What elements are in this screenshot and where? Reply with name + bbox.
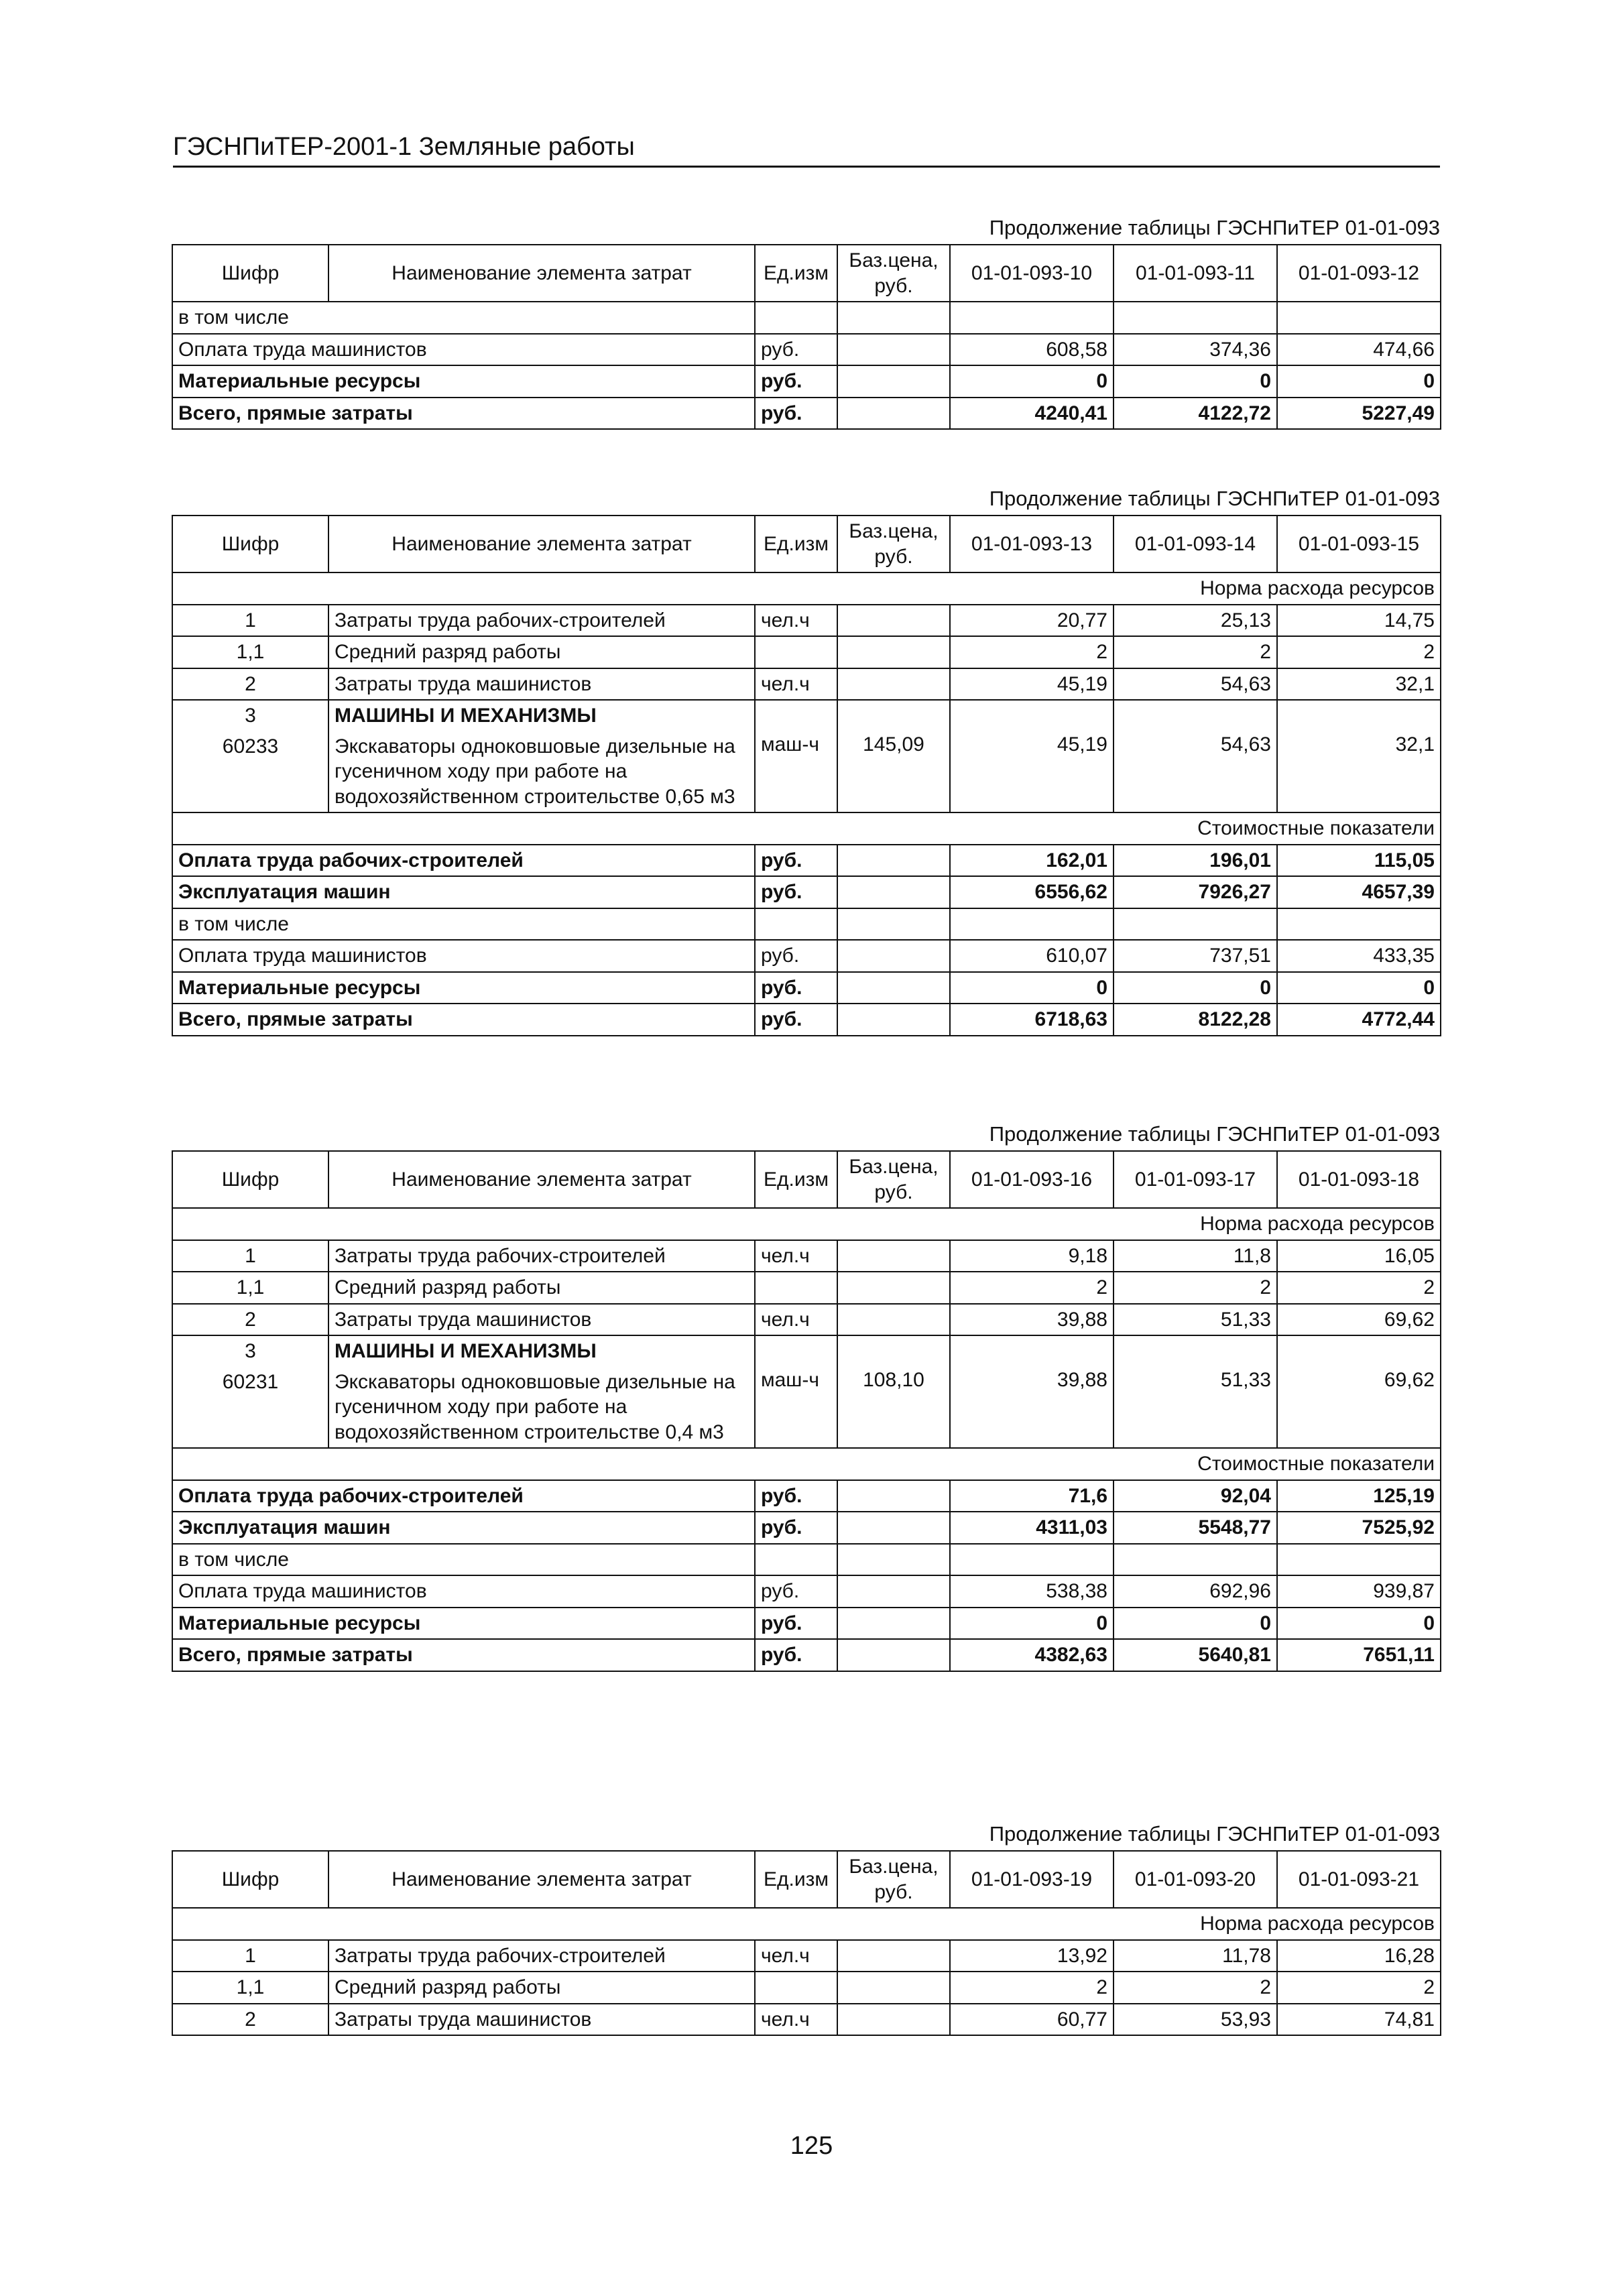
- row-value: 14,75: [1277, 605, 1441, 637]
- row-value: 54,63: [1114, 700, 1277, 812]
- col-header-code-3: 01-01-093-18: [1277, 1151, 1441, 1208]
- cost-unit: руб.: [755, 398, 837, 430]
- machines-title: МАШИНЫ И МЕХАНИЗМЫ: [335, 705, 597, 727]
- row-value: 2: [950, 1972, 1114, 2004]
- row-price: [837, 1972, 950, 2004]
- row-price: [837, 1240, 950, 1272]
- col-header-code: Шифр: [172, 1151, 328, 1208]
- cost-value: 6718,63: [950, 1004, 1114, 1036]
- cost-row: [172, 908, 1441, 941]
- cost-value: 71,6: [950, 1480, 1114, 1512]
- cost-value: [1114, 908, 1277, 941]
- cost-row: [172, 1639, 1441, 1671]
- resource-row: [172, 1240, 1441, 1272]
- col-header-price: Баз.цена, руб.: [837, 245, 950, 302]
- cost-label: Оплата труда рабочих-строителей: [172, 1480, 755, 1512]
- cost-value: 5227,49: [1277, 398, 1441, 430]
- row-value: 54,63: [1114, 668, 1277, 701]
- machines-section-row: [172, 1335, 1441, 1448]
- cost-value: 162,01: [950, 845, 1114, 877]
- row-value: 11,78: [1114, 1940, 1277, 1972]
- table-caption: Продолжение таблицы ГЭСНПиТЕР 01-01-093: [989, 216, 1440, 239]
- row-code: 1: [172, 1240, 328, 1272]
- row-name: Затраты труда рабочих-строителей: [328, 1240, 755, 1272]
- resource-row: [172, 1304, 1441, 1336]
- cost-unit: руб.: [755, 365, 837, 398]
- row-code: 2: [172, 2004, 328, 2036]
- cost-unit: [755, 908, 837, 941]
- row-value: 39,88: [950, 1304, 1114, 1336]
- resource-row: [172, 605, 1441, 637]
- row-value: 16,05: [1277, 1240, 1441, 1272]
- cost-value: 0: [950, 972, 1114, 1004]
- row-code: 1: [172, 605, 328, 637]
- cost-value: 4657,39: [1277, 876, 1441, 908]
- row-code: 2: [172, 1304, 328, 1336]
- machines-title: МАШИНЫ И МЕХАНИЗМЫ: [335, 1340, 597, 1362]
- cost-value: [950, 1544, 1114, 1576]
- row-value: 45,19: [950, 668, 1114, 701]
- cost-row: [172, 1512, 1441, 1544]
- cost-row: [172, 1544, 1441, 1576]
- cost-label: в том числе: [172, 908, 755, 941]
- table-caption: Продолжение таблицы ГЭСНПиТЕР 01-01-093: [989, 1122, 1440, 1146]
- machines-code: 3: [245, 1340, 256, 1362]
- cost-value: 939,87: [1277, 1575, 1441, 1608]
- row-name: Затраты труда рабочих-строителей: [328, 605, 755, 637]
- row-unit: чел.ч: [755, 1240, 837, 1272]
- col-header-code-1: 01-01-093-16: [950, 1151, 1114, 1208]
- row-price: [837, 1304, 950, 1336]
- cost-value: 538,38: [950, 1575, 1114, 1608]
- cost-value: 4122,72: [1114, 398, 1277, 430]
- col-header-code-3: 01-01-093-21: [1277, 1851, 1441, 1908]
- machines-code: 3: [245, 705, 256, 727]
- cost-row: [172, 1608, 1441, 1640]
- row-name: Затраты труда машинистов: [328, 668, 755, 701]
- cost-value: 5548,77: [1114, 1512, 1277, 1544]
- row-value: 25,13: [1114, 605, 1277, 637]
- row-value: 13,92: [950, 1940, 1114, 1972]
- col-header-code-1: 01-01-093-10: [950, 245, 1114, 302]
- cost-unit: руб.: [755, 876, 837, 908]
- row-name: Затраты труда рабочих-строителей: [328, 1940, 755, 1972]
- col-header-price: Баз.цена, руб.: [837, 1151, 950, 1208]
- cost-value: [1114, 302, 1277, 334]
- row-price: [837, 1940, 950, 1972]
- cost-row: [172, 334, 1441, 366]
- col-header-code: Шифр: [172, 245, 328, 302]
- cost-unit: руб.: [755, 845, 837, 877]
- cost-unit: руб.: [755, 1004, 837, 1036]
- row-code: [172, 1335, 328, 1448]
- machine-name: Экскаваторы одноковшовые дизельные на гусеничном ходу при работе на водохозяйственном строительстве 0,4 м3: [335, 1370, 735, 1443]
- row-unit: чел.ч: [755, 2004, 837, 2036]
- cost-label: Оплата труда машинистов: [172, 1575, 755, 1608]
- table-caption: Продолжение таблицы ГЭСНПиТЕР 01-01-093: [989, 487, 1440, 510]
- col-header-name: Наименование элемента затрат: [328, 245, 755, 302]
- row-unit: чел.ч: [755, 1304, 837, 1336]
- cost-value: [950, 908, 1114, 941]
- cost-value: 737,51: [1114, 940, 1277, 972]
- row-unit: [755, 636, 837, 668]
- header-row: [172, 1151, 1441, 1208]
- row-value: 2: [950, 636, 1114, 668]
- row-value: 2: [1114, 636, 1277, 668]
- cost-value: 692,96: [1114, 1575, 1277, 1608]
- cost-row: [172, 972, 1441, 1004]
- col-header-code-3: 01-01-093-12: [1277, 245, 1441, 302]
- cost-value: 610,07: [950, 940, 1114, 972]
- cost-value: 8122,28: [1114, 1004, 1277, 1036]
- col-header-unit: Ед.изм: [755, 1851, 837, 1908]
- col-header-code-2: 01-01-093-14: [1114, 516, 1277, 572]
- header-row: [172, 1851, 1441, 1908]
- col-header-code-1: 01-01-093-13: [950, 516, 1114, 572]
- row-value: 32,1: [1277, 700, 1441, 812]
- col-header-name: Наименование элемента затрат: [328, 1151, 755, 1208]
- cost-label: в том числе: [172, 1544, 755, 1576]
- cost-value: [1277, 302, 1441, 334]
- row-name: [328, 700, 755, 812]
- row-value: 20,77: [950, 605, 1114, 637]
- row-value: 2: [1277, 1972, 1441, 2004]
- cost-row: [172, 1480, 1441, 1512]
- row-name: Затраты труда машинистов: [328, 1304, 755, 1336]
- row-value: 9,18: [950, 1240, 1114, 1272]
- row-price: [837, 668, 950, 701]
- cost-value: 115,05: [1277, 845, 1441, 877]
- col-header-price: Баз.цена, руб.: [837, 516, 950, 572]
- row-value: 69,62: [1277, 1335, 1441, 1448]
- col-header-code-3: 01-01-093-15: [1277, 516, 1441, 572]
- cost-value: 0: [950, 1608, 1114, 1640]
- norms-table-4: [172, 1850, 1441, 2036]
- row-name: Средний разряд работы: [328, 636, 755, 668]
- row-unit: чел.ч: [755, 668, 837, 701]
- row-name: [328, 1335, 755, 1448]
- cost-value: 6556,62: [950, 876, 1114, 908]
- resource-row: [172, 668, 1441, 701]
- cost-label: Всего, прямые затраты: [172, 1639, 755, 1671]
- row-value: 2: [1277, 636, 1441, 668]
- row-value: 16,28: [1277, 1940, 1441, 1972]
- cost-value: 4772,44: [1277, 1004, 1441, 1036]
- row-unit: [755, 1272, 837, 1304]
- cost-unit: руб.: [755, 1480, 837, 1512]
- machine-unit: маш-ч: [755, 700, 837, 812]
- cost-value: 0: [1114, 1608, 1277, 1640]
- cost-value: [1277, 908, 1441, 941]
- row-code: [172, 700, 328, 812]
- cost-value: 92,04: [1114, 1480, 1277, 1512]
- cost-row: [172, 845, 1441, 877]
- cost-value: 7926,27: [1114, 876, 1277, 908]
- cost-value: 608,58: [950, 334, 1114, 366]
- resource-row: [172, 1940, 1441, 1972]
- cost-row: [172, 398, 1441, 430]
- machine-name: Экскаваторы одноковшовые дизельные на гусеничном ходу при работе на водохозяйственном строительстве 0,65 м3: [335, 735, 735, 808]
- cost-unit: руб.: [755, 1512, 837, 1544]
- cost-value: 196,01: [1114, 845, 1277, 877]
- cost-value: 0: [950, 365, 1114, 398]
- row-name: Затраты труда машинистов: [328, 2004, 755, 2036]
- col-header-price: Баз.цена, руб.: [837, 1851, 950, 1908]
- section-norm-label: Норма расхода ресурсов: [172, 1208, 1441, 1240]
- section-norm-label: Норма расхода ресурсов: [172, 1908, 1441, 1940]
- row-value: 60,77: [950, 2004, 1114, 2036]
- header-row: [172, 245, 1441, 302]
- cost-value: 7525,92: [1277, 1512, 1441, 1544]
- cost-value: [1114, 1544, 1277, 1576]
- cost-value: [1277, 1544, 1441, 1576]
- row-unit: [755, 1972, 837, 2004]
- row-price: [837, 2004, 950, 2036]
- section-cost-label: Стоимостные показатели: [172, 1448, 1441, 1480]
- table-caption: Продолжение таблицы ГЭСНПиТЕР 01-01-093: [989, 1822, 1440, 1846]
- cost-label: Материальные ресурсы: [172, 365, 755, 398]
- col-header-code-2: 01-01-093-17: [1114, 1151, 1277, 1208]
- col-header-unit: Ед.изм: [755, 516, 837, 572]
- cost-row: [172, 365, 1441, 398]
- row-code: 2: [172, 668, 328, 701]
- row-value: 39,88: [950, 1335, 1114, 1448]
- section-norm-label: Норма расхода ресурсов: [172, 572, 1441, 605]
- row-price: [837, 1272, 950, 1304]
- page-header: ГЭСНПиТЕР-2001-1 Земляные работы: [173, 133, 1440, 168]
- col-header-code: Шифр: [172, 1851, 328, 1908]
- col-header-unit: Ед.изм: [755, 1151, 837, 1208]
- cost-value: 433,35: [1277, 940, 1441, 972]
- row-code: 1,1: [172, 1972, 328, 2004]
- row-value: 53,93: [1114, 2004, 1277, 2036]
- cost-label: Оплата труда машинистов: [172, 940, 755, 972]
- cost-value: 0: [1277, 972, 1441, 1004]
- col-header-code-2: 01-01-093-11: [1114, 245, 1277, 302]
- row-value: 32,1: [1277, 668, 1441, 701]
- row-value: 2: [1114, 1972, 1277, 2004]
- row-name: Средний разряд работы: [328, 1972, 755, 2004]
- row-value: 74,81: [1277, 2004, 1441, 2036]
- row-value: 2: [1277, 1272, 1441, 1304]
- row-value: 2: [1114, 1272, 1277, 1304]
- cost-row: [172, 940, 1441, 972]
- cost-label: Эксплуатация машин: [172, 1512, 755, 1544]
- header-row: [172, 516, 1441, 572]
- resource-row: [172, 1272, 1441, 1304]
- cost-row: [172, 876, 1441, 908]
- cost-value: [950, 302, 1114, 334]
- row-unit: чел.ч: [755, 1940, 837, 1972]
- row-value: 51,33: [1114, 1304, 1277, 1336]
- cost-value: 0: [1277, 365, 1441, 398]
- cost-unit: [755, 1544, 837, 1576]
- col-header-name: Наименование элемента затрат: [328, 1851, 755, 1908]
- row-price: [837, 636, 950, 668]
- row-value: 2: [950, 1272, 1114, 1304]
- cost-label: Оплата труда рабочих-строителей: [172, 845, 755, 877]
- norms-table-3: [172, 1150, 1441, 1672]
- row-code: 1: [172, 1940, 328, 1972]
- cost-row: [172, 1575, 1441, 1608]
- row-name: Средний разряд работы: [328, 1272, 755, 1304]
- cost-value: 0: [1114, 972, 1277, 1004]
- cost-label: в том числе: [172, 302, 755, 334]
- cost-value: 4382,63: [950, 1639, 1114, 1671]
- machine-unit: маш-ч: [755, 1335, 837, 1448]
- row-value: 51,33: [1114, 1335, 1277, 1448]
- col-header-name: Наименование элемента затрат: [328, 516, 755, 572]
- row-value: 11,8: [1114, 1240, 1277, 1272]
- cost-value: 474,66: [1277, 334, 1441, 366]
- machine-price: 145,09: [837, 700, 950, 812]
- cost-value: 0: [1277, 1608, 1441, 1640]
- cost-value: 5640,81: [1114, 1639, 1277, 1671]
- machines-section-row: [172, 700, 1441, 812]
- cost-unit: руб.: [755, 334, 837, 366]
- cost-unit: руб.: [755, 940, 837, 972]
- col-header-code-2: 01-01-093-20: [1114, 1851, 1277, 1908]
- col-header-code-1: 01-01-093-19: [950, 1851, 1114, 1908]
- cost-unit: руб.: [755, 1575, 837, 1608]
- row-price: [837, 605, 950, 637]
- cost-label: Материальные ресурсы: [172, 1608, 755, 1640]
- cost-label: Оплата труда машинистов: [172, 334, 755, 366]
- row-code: 1,1: [172, 636, 328, 668]
- row-code: 1,1: [172, 1272, 328, 1304]
- row-value: 45,19: [950, 700, 1114, 812]
- cost-value: 374,36: [1114, 334, 1277, 366]
- cost-value: 4240,41: [950, 398, 1114, 430]
- resource-row: [172, 636, 1441, 668]
- resource-row: [172, 1972, 1441, 2004]
- cost-unit: [755, 302, 837, 334]
- norms-table-1: [172, 244, 1441, 430]
- section-cost-label: Стоимостные показатели: [172, 812, 1441, 845]
- cost-unit: руб.: [755, 1608, 837, 1640]
- cost-row: [172, 1004, 1441, 1036]
- cost-label: Всего, прямые затраты: [172, 1004, 755, 1036]
- machine-code: 60233: [222, 735, 279, 758]
- page-number: 125: [790, 2132, 833, 2160]
- cost-label: Всего, прямые затраты: [172, 398, 755, 430]
- col-header-unit: Ед.изм: [755, 245, 837, 302]
- resource-row: [172, 2004, 1441, 2036]
- machine-price: 108,10: [837, 1335, 950, 1448]
- machine-code: 60231: [222, 1370, 279, 1393]
- row-unit: чел.ч: [755, 605, 837, 637]
- cost-value: 0: [1114, 365, 1277, 398]
- cost-row: [172, 302, 1441, 334]
- col-header-code: Шифр: [172, 516, 328, 572]
- cost-unit: руб.: [755, 972, 837, 1004]
- norms-table-2: [172, 515, 1441, 1036]
- cost-value: 4311,03: [950, 1512, 1114, 1544]
- cost-value: 7651,11: [1277, 1639, 1441, 1671]
- cost-value: 125,19: [1277, 1480, 1441, 1512]
- cost-unit: руб.: [755, 1639, 837, 1671]
- cost-label: Эксплуатация машин: [172, 876, 755, 908]
- row-value: 69,62: [1277, 1304, 1441, 1336]
- cost-label: Материальные ресурсы: [172, 972, 755, 1004]
